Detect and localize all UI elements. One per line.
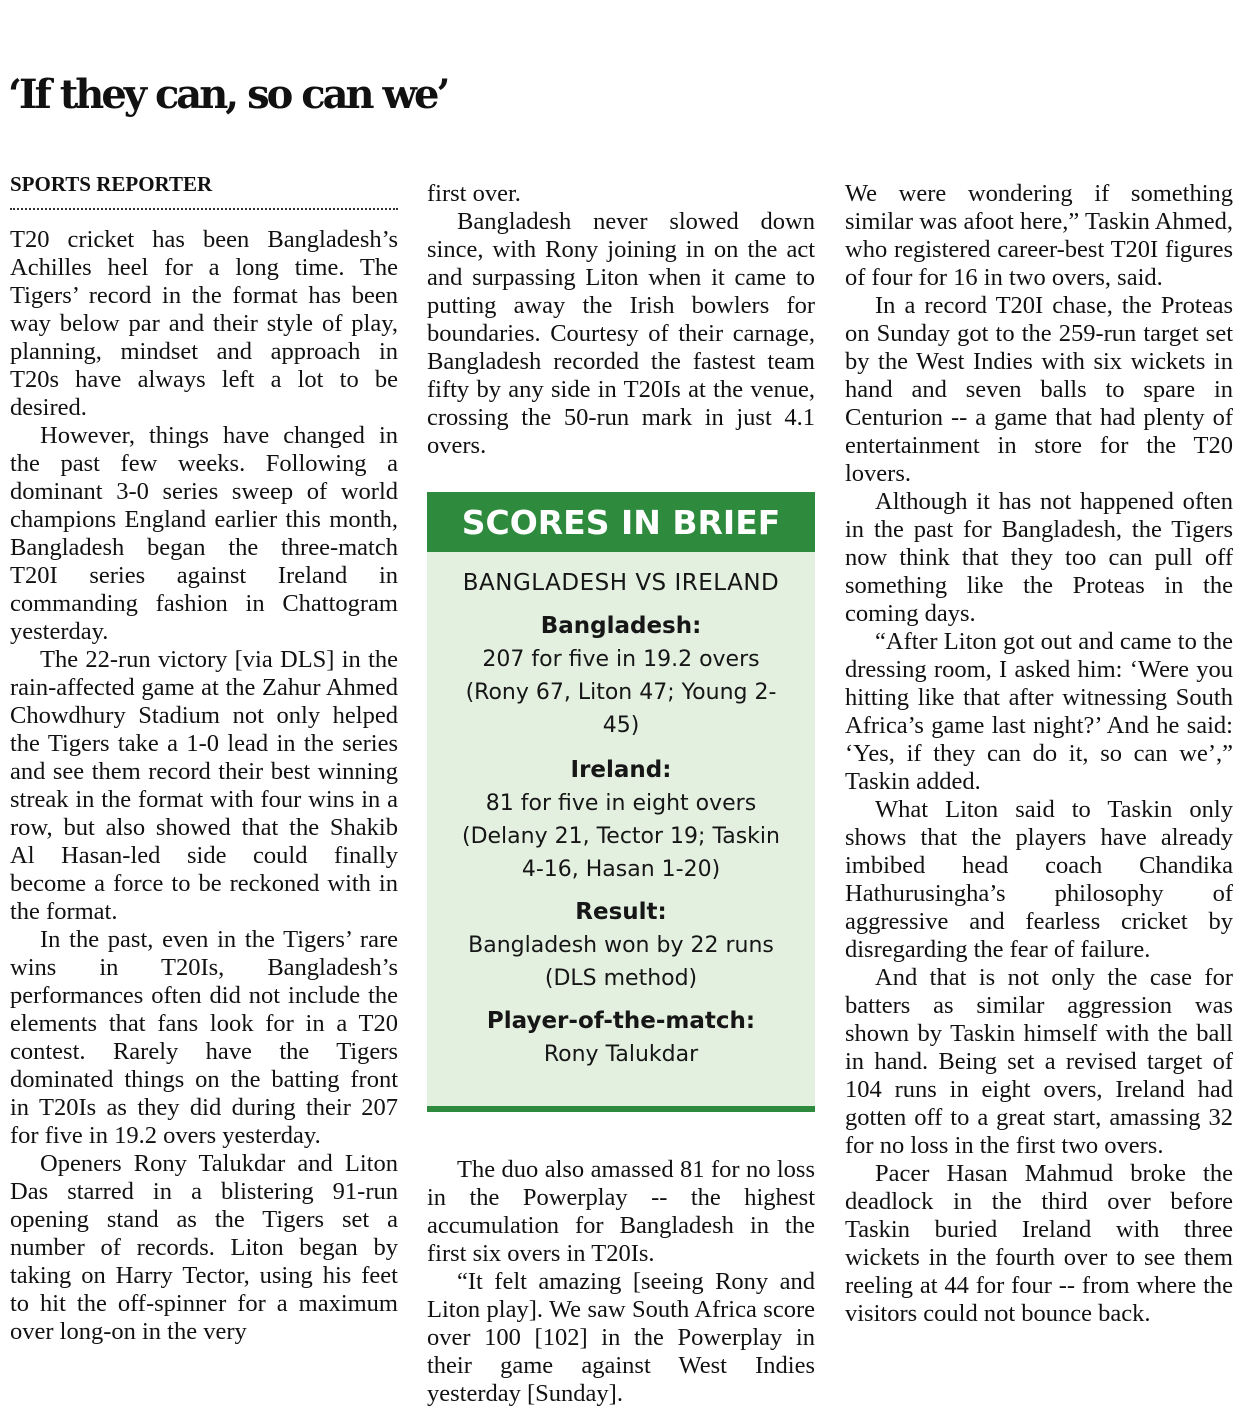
paragraph: The duo also amassed 81 for no loss in the Powerplay -- the highest accumulation for Bangladesh in the first six overs in T20Is. xyxy=(427,1156,815,1267)
byline: SPORTS REPORTER xyxy=(10,172,213,196)
paragraph: T20 cricket has been Bangladesh’s Achilles heel for a long time. The Tigers’ record in the format has been way below par and their style of play, planning, mindset and approach in T20s have always left a lot to be desired. xyxy=(10,226,398,421)
article-column-3 xyxy=(845,180,1233,1328)
match-title: BANGLADESH VS IRELAND xyxy=(462,570,780,596)
paragraph: In the past, even in the Tigers’ rare wins in T20Is, Bangladesh’s performances often did not include the elements that fans look for in a T20 contest. Rarely have the Tigers dominated things on the batting front in T20Is as they did during their 207 for five in 19.2 overs yesterday. xyxy=(10,926,398,1149)
paragraph: And that is not only the case for batters as similar aggression was shown by Taskin himself with the ball in hand. Being set a revised target of 104 runs in eight overs, Ireland had gotten off to a great start, amassing 32 for no loss in the first two overs. xyxy=(845,964,1233,1159)
paragraph: Bangladesh never slowed down since, with Rony joining in on the act and surpassing Liton when it came to putting away the Irish bowlers for boundaries. Courtesy of their carnage, Bangladesh recorded the fastest team fifty by any side in T20Is at the venue, crossing the 50-run mark in just 4.1 overs. xyxy=(427,208,815,459)
team2-score: 81 for five in eight overs (Delany 21, Tector 19; Taskin 4-16, Hasan 1-20) xyxy=(462,791,780,882)
paragraph: Although it has not happened often in the past for Bangladesh, the Tigers now think that they too can pull off something like the Proteas in the coming days. xyxy=(845,488,1233,627)
result-label: Result: xyxy=(575,899,667,925)
paragraph: Pacer Hasan Mahmud broke the deadlock in the third over before Taskin buried Ireland with three wickets in the fourth over to see them reeling at 44 for four -- from where the visitors could not bounce back. xyxy=(845,1160,1233,1327)
potm-name: Rony Talukdar xyxy=(543,1042,699,1067)
paragraph: “After Liton got out and came to the dressing room, I asked him: ‘Were you hitting like that after witnessing South Africa’s game last night?’ And he said: ‘Yes, if they can do it, so can we’,” Taskin added. xyxy=(845,628,1233,795)
potm-label: Player-of-the-match: xyxy=(486,1008,756,1034)
paragraph: We were wondering if something similar was afoot here,” Taskin Ahmed, who registered career-best T20I figures of four for 16 in two overs, said. xyxy=(845,180,1233,291)
result-text: Bangladesh won by 22 runs (DLS method) xyxy=(468,933,774,991)
paragraph: first over. xyxy=(427,180,521,207)
scores-box-title: SCORES IN BRIEF xyxy=(427,492,815,552)
byline-divider xyxy=(10,208,398,210)
team2-label: Ireland: xyxy=(570,757,672,783)
paragraph: However, things have changed in the past few weeks. Following a dominant 3-0 series sweep of world champions England earlier this month, Bangladesh began the three-match T20I series against Ireland in commanding fashion in Chattogram yesterday. xyxy=(10,422,398,645)
paragraph: Openers Rony Talukdar and Liton Das starred in a blistering 91-run opening stand as the Tigers set a number of records. Liton began by taking on Harry Tector, using his feet to hit the off-spinner for a maximum over long-on in the very xyxy=(10,1150,398,1345)
paragraph: “It felt amazing [seeing Rony and Liton play]. We saw South Africa score over 100 [102] in the Powerplay in their game against West Indies yesterday [Sunday]. xyxy=(427,1268,815,1407)
paragraph: In a record T20I chase, the Proteas on Sunday got to the 259-run target set by the West Indies with six wickets in hand and seven balls to spare in Centurion -- a game that had plenty of entertainment in store for the T20 lovers. xyxy=(845,292,1233,487)
article-column-1 xyxy=(10,226,398,1346)
scores-in-brief-box xyxy=(427,492,815,1112)
paragraph: The 22-run victory [via DLS] in the rain-affected game at the Zahur Ahmed Chowdhury Stadium not only helped the Tigers take a 1-0 lead in the series and see them record their best winning streak in the format with four wins in a row, but also showed that the Shakib Al Hasan-led side could finally become a force to be reckoned with in the format. xyxy=(10,646,398,925)
article-column-2-bottom xyxy=(427,1156,815,1408)
article-column-2-top xyxy=(427,180,815,460)
team1-label: Bangladesh: xyxy=(540,613,702,639)
team1-score: 207 for five in 19.2 overs (Rony 67, Liton 47; Young 2-45) xyxy=(465,647,777,738)
paragraph: What Liton said to Taskin only shows that the players have already imbibed head coach Chandika Hathurusingha’s philosophy of aggressive and fearless cricket by disregarding the fear of failure. xyxy=(845,796,1233,963)
headline: ‘If they can, so can we’ xyxy=(8,71,448,118)
